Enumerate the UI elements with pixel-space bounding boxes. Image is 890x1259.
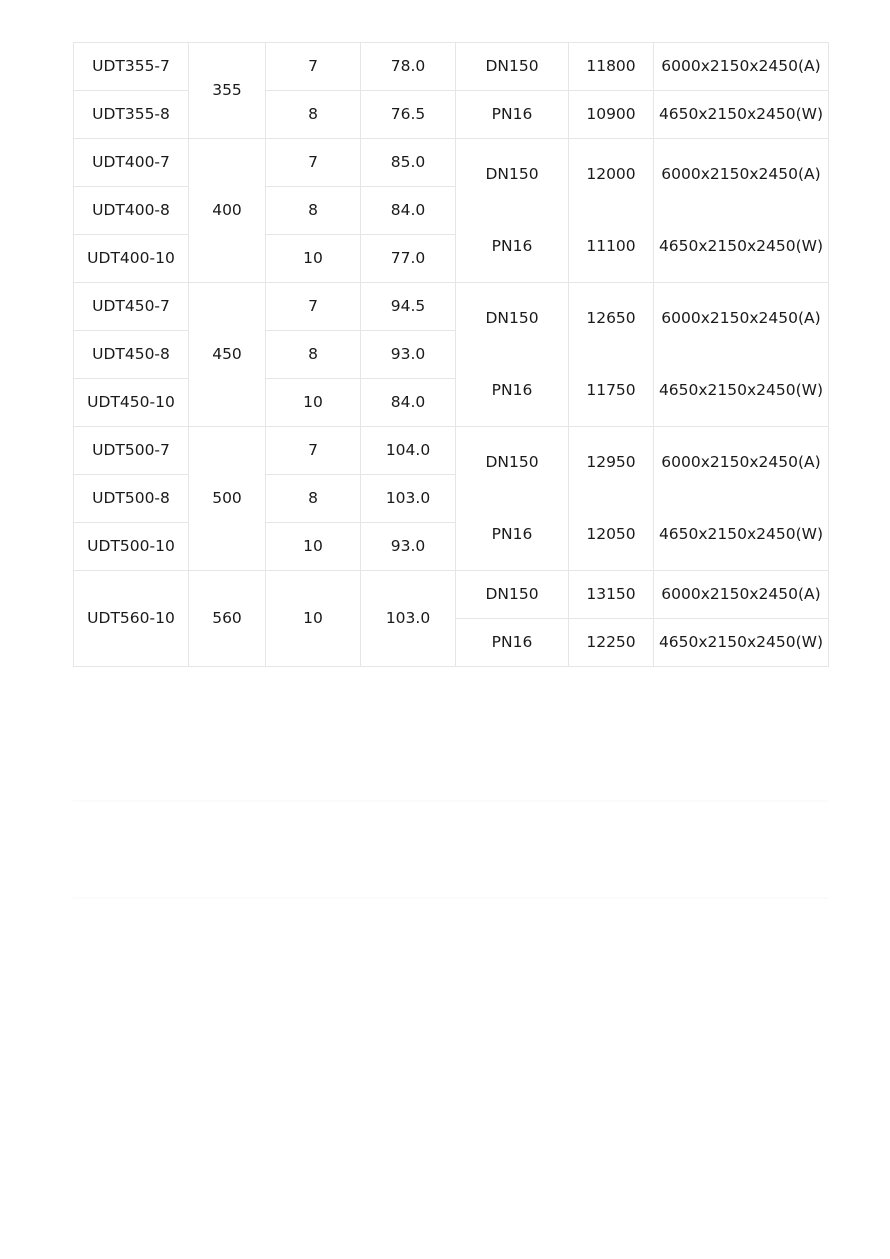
value-cell: 103.0 [361,475,456,523]
value-cell: 93.0 [361,331,456,379]
connection-cell: PN16 [456,619,569,667]
weight-value: 11100 [586,236,636,255]
dimension-cell: 6000x2150x2450(A) [654,43,829,91]
value-cell: 103.0 [361,571,456,667]
weight-cell [569,427,654,571]
connection-cell [456,139,569,283]
table-row [74,283,829,331]
model-cell: UDT500-10 [74,523,189,571]
value-cell: 78.0 [361,43,456,91]
value-cell: 76.5 [361,91,456,139]
model-cell: UDT355-8 [74,91,189,139]
spec-table-body [74,43,829,667]
dimension-value: 6000x2150x2450(A) [661,309,821,328]
diameter-cell: 400 [189,139,266,283]
value-cell: 77.0 [361,235,456,283]
weight-value: 12950 [586,453,636,472]
dimension-value: 6000x2150x2450(A) [661,453,821,472]
table-row [74,91,829,139]
value-cell: 8 [266,475,361,523]
connection-size: DN150 [485,309,539,328]
table-row [74,427,829,475]
value-cell: 85.0 [361,139,456,187]
table-row [74,139,829,187]
diameter-cell: 450 [189,283,266,427]
model-cell: UDT355-7 [74,43,189,91]
weight-cell [569,139,654,283]
dimension-cell [654,283,829,427]
value-cell: 84.0 [361,379,456,427]
value-cell: 10 [266,523,361,571]
value-cell: 8 [266,187,361,235]
value-cell: 8 [266,91,361,139]
weight-cell: 13150 [569,571,654,619]
dimension-value: 4650x2150x2450(W) [658,236,824,255]
model-cell: UDT400-8 [74,187,189,235]
value-cell: 10 [266,379,361,427]
weight-value: 12650 [586,309,636,328]
dimension-value: 4650x2150x2450(W) [658,380,824,399]
connection-size: DN150 [485,165,539,184]
dimension-cell: 4650x2150x2450(W) [654,619,829,667]
model-cell: UDT450-7 [74,283,189,331]
weight-cell: 12250 [569,619,654,667]
diameter-cell: 500 [189,427,266,571]
dimension-cell [654,139,829,283]
connection-cell [456,283,569,427]
weight-value: 12000 [586,165,636,184]
weight-value: 11750 [586,380,636,399]
model-cell: UDT500-8 [74,475,189,523]
diameter-cell: 560 [189,571,266,667]
dimension-value: 4650x2150x2450(W) [658,524,824,543]
value-cell: 7 [266,43,361,91]
value-cell: 7 [266,283,361,331]
connection-cell [456,427,569,571]
connection-cell: DN150 [456,43,569,91]
connection-pressure: PN16 [491,380,533,399]
diameter-cell: 355 [189,43,266,139]
connection-size: DN150 [485,453,539,472]
dimension-cell: 4650x2150x2450(W) [654,91,829,139]
dimension-cell [654,427,829,571]
weight-cell [569,283,654,427]
value-cell: 10 [266,571,361,667]
faint-divider [73,897,828,899]
dimension-cell: 6000x2150x2450(A) [654,571,829,619]
value-cell: 8 [266,331,361,379]
table-row [74,571,829,619]
connection-pressure: PN16 [491,524,533,543]
connection-pressure: PN16 [491,236,533,255]
dimension-value: 6000x2150x2450(A) [661,165,821,184]
value-cell: 7 [266,139,361,187]
model-cell: UDT560-10 [74,571,189,667]
value-cell: 94.5 [361,283,456,331]
weight-value: 12050 [586,524,636,543]
connection-cell: DN150 [456,571,569,619]
model-cell: UDT450-8 [74,331,189,379]
value-cell: 7 [266,427,361,475]
model-cell: UDT500-7 [74,427,189,475]
value-cell: 104.0 [361,427,456,475]
table-row [74,43,829,91]
value-cell: 10 [266,235,361,283]
connection-cell: PN16 [456,91,569,139]
weight-cell: 10900 [569,91,654,139]
model-cell: UDT450-10 [74,379,189,427]
faint-divider [73,800,828,802]
value-cell: 93.0 [361,523,456,571]
spec-table [73,42,829,667]
model-cell: UDT400-10 [74,235,189,283]
value-cell: 84.0 [361,187,456,235]
model-cell: UDT400-7 [74,139,189,187]
weight-cell: 11800 [569,43,654,91]
